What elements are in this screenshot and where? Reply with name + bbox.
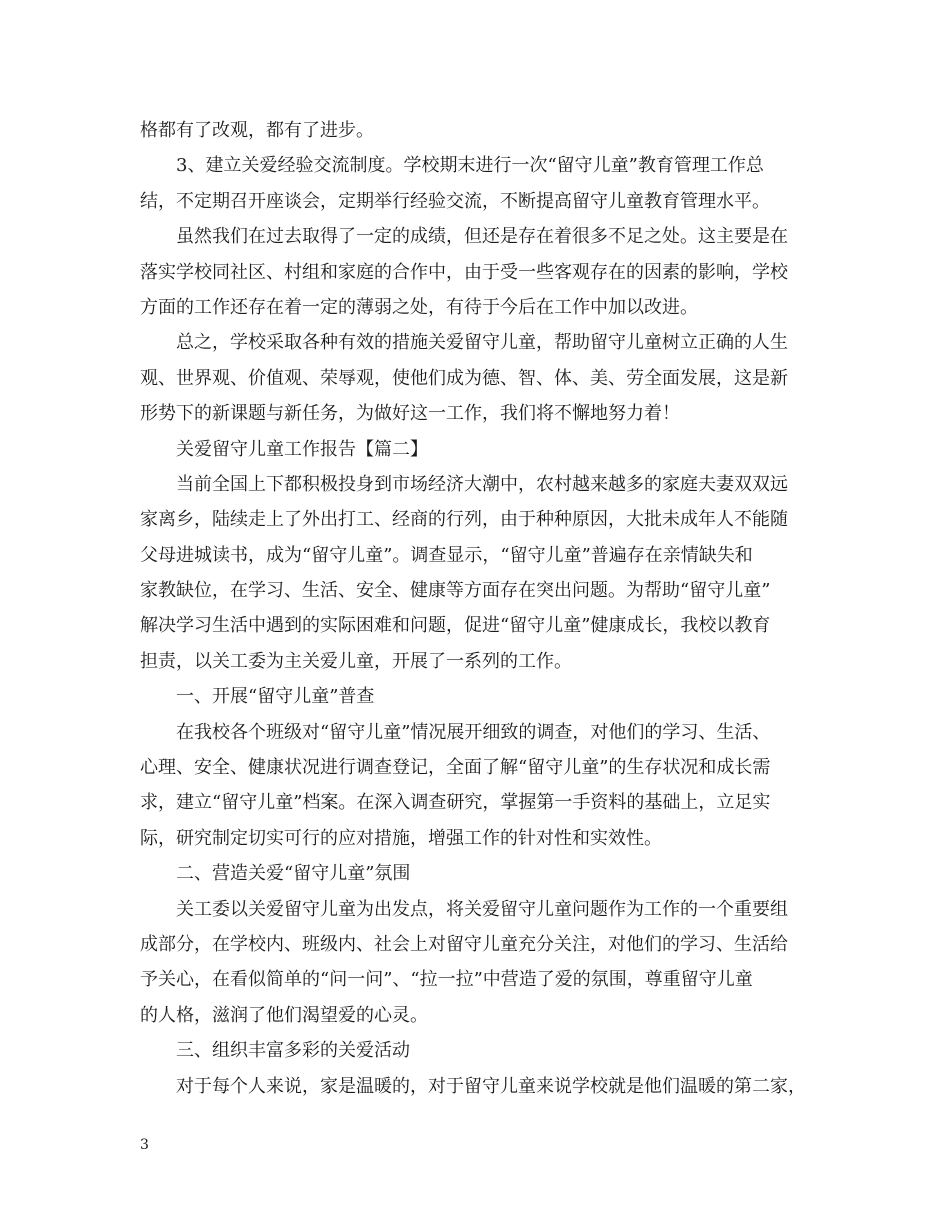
paragraph-line: 3、建立关爱经验交流制度。学校期末进行一次“留守儿童”教育管理工作总 [176, 155, 764, 177]
paragraph-line: 家教缺位，在学习、生活、安全、健康等方面存在突出问题。为帮助“留守儿童” [140, 580, 771, 602]
paragraph-line: 的人格，滋润了他们渴望爱的心灵。 [140, 1004, 428, 1026]
paragraph [140, 679, 824, 714]
paragraph-line: 在我校各个班级对“留守儿童”情况展开细致的调查，对他们的学习、生活、 [176, 721, 771, 743]
paragraph-line: 总之，学校采取各种有效的措施关爱留守儿童，帮助留守儿童树立正确的人生 [176, 332, 788, 354]
paragraph [140, 432, 824, 467]
paragraph [140, 1033, 824, 1068]
paragraph [140, 715, 824, 857]
paragraph-line: 虽然我们在过去取得了一定的成绩，但还是存在着很多不足之处。这主要是在 [176, 226, 788, 248]
paragraph [140, 219, 824, 325]
paragraph-line: 关工委以关爱留守儿童为出发点，将关爱留守儿童问题作为工作的一个重要组 [176, 898, 788, 920]
document-body [140, 113, 824, 1104]
page-number: 3 [140, 1137, 149, 1153]
paragraph-line: 一、开展“留守儿童”普查 [176, 686, 375, 708]
paragraph-line: 方面的工作还存在着一定的薄弱之处，有待于今后在工作中加以改进。 [140, 296, 698, 318]
paragraph-line: 结，不定期召开座谈会，定期举行经验交流，不断提高留守儿童教育管理水平。 [140, 190, 770, 212]
paragraph-line: 落实学校同社区、村组和家庭的合作中，由于受一些客观存在的因素的影响，学校 [140, 261, 788, 283]
paragraph-line: 父母进城读书，成为“留守儿童”。调查显示，“留守儿童”普遍存在亲情缺失和 [140, 544, 753, 566]
paragraph [140, 325, 824, 431]
paragraph-line: 形势下的新课题与新任务，为做好这一工作，我们将不懈地努力着！ [140, 403, 680, 425]
paragraph [140, 892, 824, 1034]
paragraph-line: 二、营造关爱“留守儿童”氛围 [176, 863, 411, 885]
paragraph-line: 予关心，在看似简单的“问一问”、“拉一拉”中营造了爱的氛围，尊重留守儿童 [140, 969, 753, 991]
paragraph [140, 113, 824, 148]
paragraph [140, 856, 824, 891]
paragraph-line: 观、世界观、价值观、荣辱观，使他们成为德、智、体、美、劳全面发展，这是新 [140, 367, 788, 389]
paragraph-line: 对于每个人来说，家是温暖的，对于留守儿童来说学校就是他们温暖的第二家， [176, 1075, 806, 1097]
paragraph-line: 关爱留守儿童工作报告【篇二】 [176, 438, 428, 460]
paragraph-line: 当前全国上下都积极投身到市场经济大潮中，农村越来越多的家庭夫妻双双远 [176, 473, 788, 495]
paragraph [140, 1069, 824, 1104]
paragraph-line: 心理、安全、健康状况进行调查登记，全面了解“留守儿童”的生存状况和成长需 [140, 757, 771, 779]
paragraph-line: 解决学习生活中遇到的实际困难和问题，促进“留守儿童”健康成长，我校以教育 [140, 615, 771, 637]
paragraph-line: 担责，以关工委为主关爱儿童，开展了一系列的工作。 [140, 650, 572, 672]
paragraph-line: 际，研究制定切实可行的应对措施，增强工作的针对性和实效性。 [140, 827, 662, 849]
paragraph-line: 三、组织丰富多彩的关爱活动 [176, 1040, 410, 1062]
paragraph-line: 格都有了改观，都有了进步。 [140, 120, 374, 141]
paragraph-line: 成部分，在学校内、班级内、社会上对留守儿童充分关注，对他们的学习、生活给 [140, 933, 788, 955]
paragraph [140, 467, 824, 679]
paragraph [140, 148, 824, 219]
paragraph-line: 家离乡，陆续走上了外出打工、经商的行列，由于种种原因，大批未成年人不能随 [140, 509, 788, 531]
paragraph-line: 求，建立“留守儿童”档案。在深入调查研究，掌握第一手资料的基础上，立足实 [140, 792, 771, 814]
